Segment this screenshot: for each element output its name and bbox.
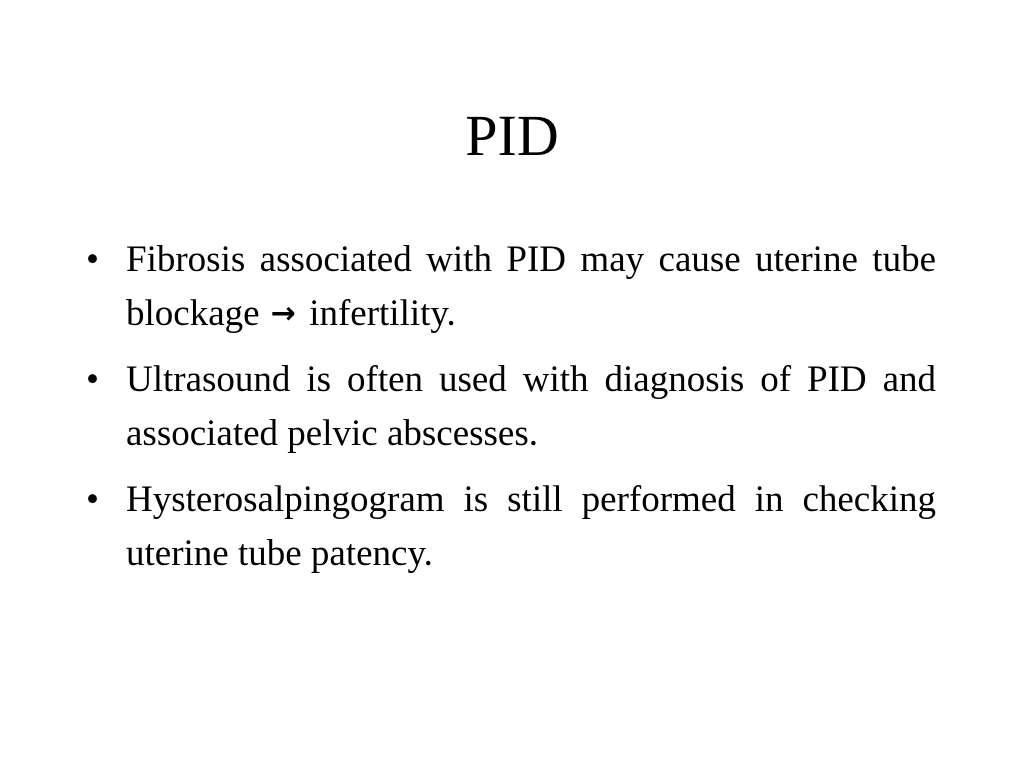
bullet-list	[86, 233, 936, 593]
bullet-item-fibrosis	[86, 233, 936, 341]
bullet-text-hysterosalpingogram: Hysterosalpingogram is still performed in checking uterine tube patency.	[126, 479, 936, 574]
bullet-text-fibrosis: Fibrosis associated with PID may cause uterine tube blockage	[126, 239, 936, 334]
bullet-item-hysterosalpingogram	[86, 473, 936, 581]
bullet-text-ultrasound: Ultrasound is often used with diagnosis of PID and associated pelvic abscesses.	[126, 359, 936, 454]
bullet-text-infertility: infertility.	[309, 293, 456, 334]
bullet-marker: •	[86, 359, 99, 400]
bullet-marker: •	[86, 239, 99, 280]
right-arrow-icon: →	[270, 296, 296, 331]
bullet-marker: •	[86, 479, 99, 520]
bullet-item-ultrasound	[86, 353, 936, 461]
slide-title: PID	[465, 103, 559, 168]
